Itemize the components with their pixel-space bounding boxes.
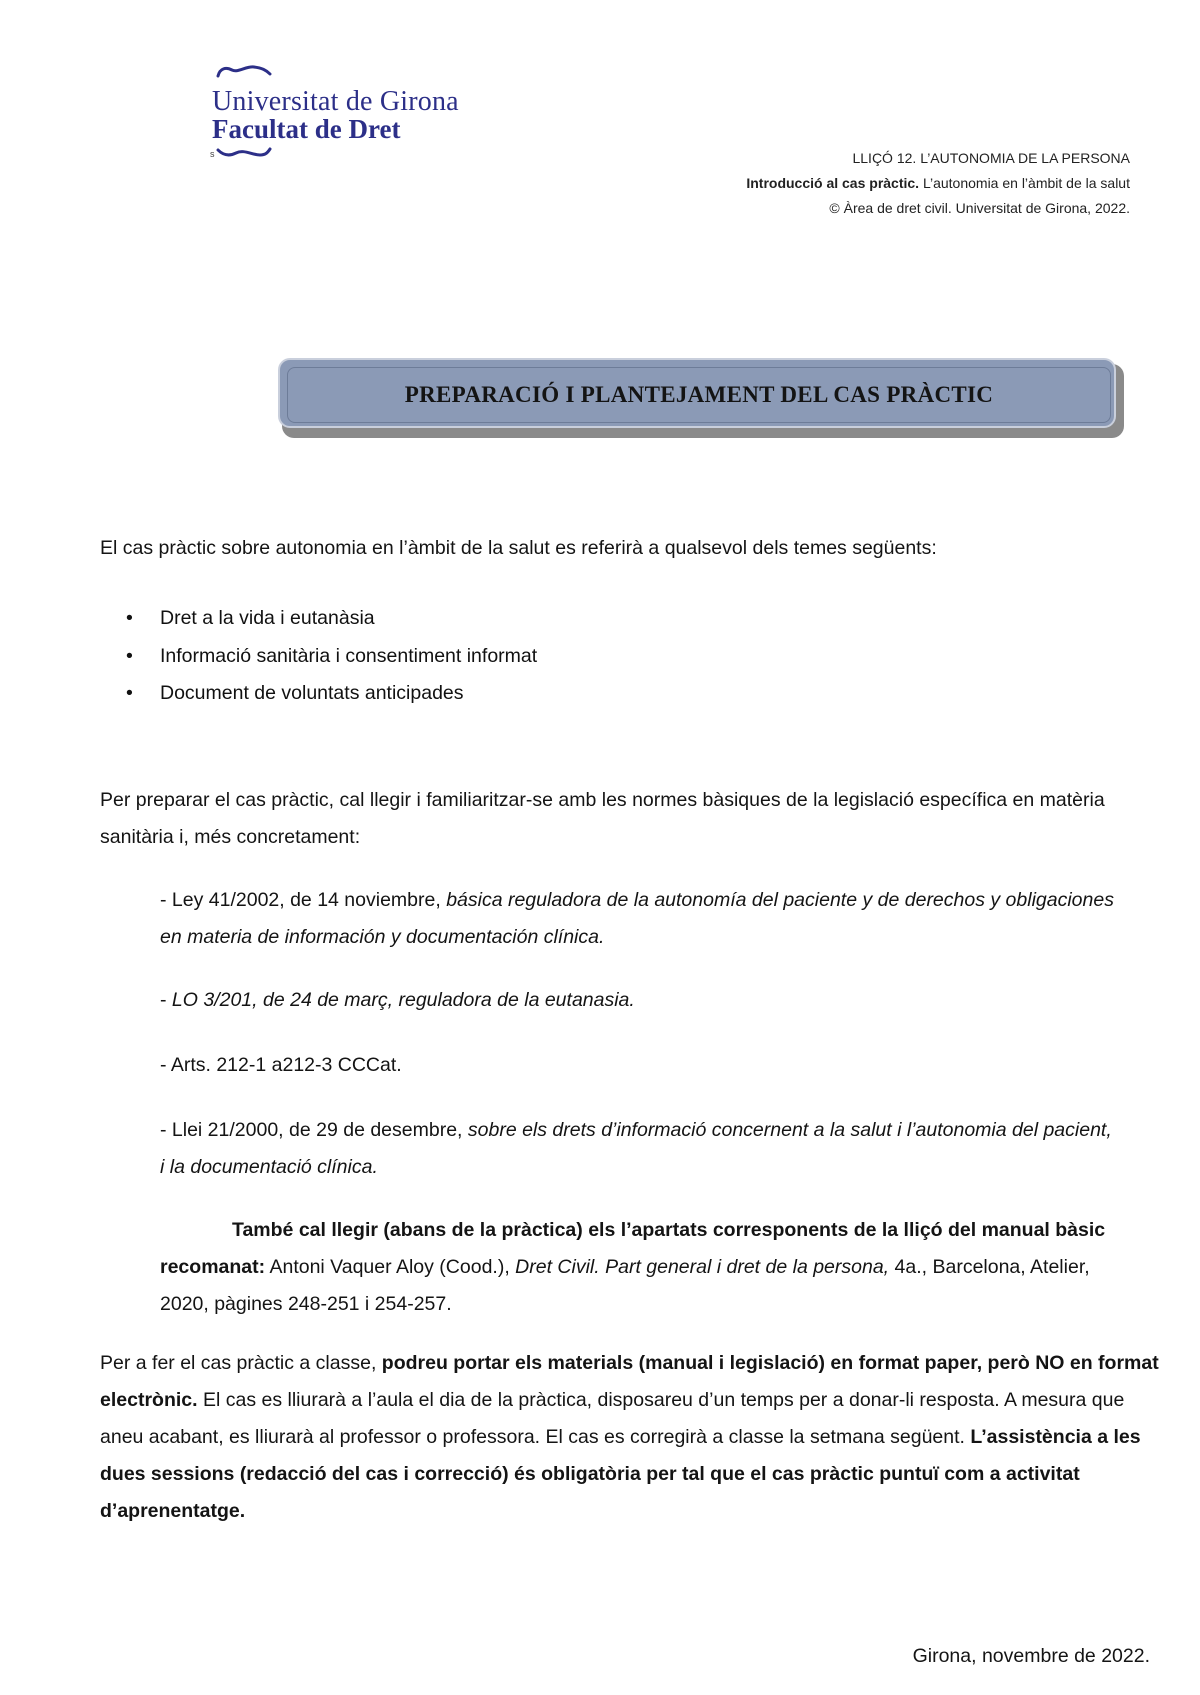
lesson-title: LLIÇÓ 12. L’AUTONOMIA DE LA PERSONA xyxy=(852,150,1130,166)
legal-reference: - Arts. 212-1 a212-3 CCCat. xyxy=(160,1054,402,1076)
logo-swoosh-top-icon xyxy=(216,64,272,78)
manual-author: Antoni Vaquer Aloy (Cood.), xyxy=(265,1256,516,1278)
lesson-subtitle xyxy=(746,171,1130,196)
logo-swoosh-bottom-icon xyxy=(216,146,272,160)
bullet-icon: • xyxy=(126,644,133,667)
faculty-name: Facultat de Dret xyxy=(212,114,401,144)
document-header xyxy=(746,146,1130,221)
copyright-line: © Àrea de dret civil. Universitat de Girona, 2022. xyxy=(829,200,1130,216)
lesson-subtitle-bold: Introducció al cas pràctic. xyxy=(746,175,920,191)
manual-paragraph xyxy=(160,1212,1120,1323)
legal-reference: - Llei 21/2000, de 29 de desembre, sobre els drets d’informació concernent a la salut i l’autonomia del pacient, i la documentació clínica. xyxy=(160,1119,1112,1178)
manual-title: Dret Civil. Part general i dret de la persona, xyxy=(515,1256,890,1278)
title-banner xyxy=(278,358,1120,432)
university-logo xyxy=(212,64,492,168)
manual-instruction: També cal llegir (abans de la pràctica) els l’apartats corresponents de la lliçó del manual bàsic recomanat: xyxy=(160,1219,1106,1278)
manual-details: 4a., Barcelona, Atelier, 2020, pàgines 248-251 i 254-257. xyxy=(160,1256,1090,1315)
page-title: PREPARACIÓ I PLANTEJAMENT DEL CAS PRÀCTIC xyxy=(404,382,994,407)
legal-reference: - LO 3/201, de 24 de març, reguladora de la eutanasia. xyxy=(160,989,635,1011)
bullet-icon: • xyxy=(126,682,133,704)
intro-paragraph: El cas pràctic sobre autonomia en l’àmbit de la salut es referirà a qualsevol dels temes següents: xyxy=(100,537,937,559)
university-name: Universitat de Girona xyxy=(212,86,459,117)
preparation-paragraph: Per preparar el cas pràctic, cal llegir i familiaritzar-se amb les normes bàsiques de la legislació específica en matèria sanitària i, més concretament: xyxy=(100,789,1105,848)
bullet-icon: • xyxy=(126,607,133,629)
legal-reference: - Ley 41/2002, de 14 noviembre, básica reguladora de la autonomía del paciente y de derechos y obligaciones en materia de información y documentación clínica. xyxy=(160,889,1114,948)
topics-list xyxy=(100,600,537,713)
list-item: • Informació sanitària i consentiment informat xyxy=(100,638,537,676)
list-item: • Dret a la vida i eutanàsia xyxy=(100,600,537,638)
class-info-paragraph: Per a fer el cas pràctic a classe, podreu portar els materials (manual i legislació) en format paper, però NO en format electrònic. El cas es lliurarà a l’aula el dia de la pràctica, disposareu d’un temps per a donar-li resposta. A mesura que aneu acabant, es lliurarà al professor o professora. El cas es corregirà a classe la setmana següent. L’assistència a les dues sessions (redacció del cas i correcció) és obligatòria per tal que el cas pràctic puntuï com a activitat d’aprenentatge. xyxy=(100,1352,1159,1522)
list-item: • Document de voluntats anticipades xyxy=(100,675,537,713)
document-footer-date: Girona, novembre de 2022. xyxy=(912,1645,1150,1667)
logo-mark: s xyxy=(210,149,215,159)
lesson-subtitle-rest: L’autonomia en l’àmbit de la salut xyxy=(919,175,1130,191)
